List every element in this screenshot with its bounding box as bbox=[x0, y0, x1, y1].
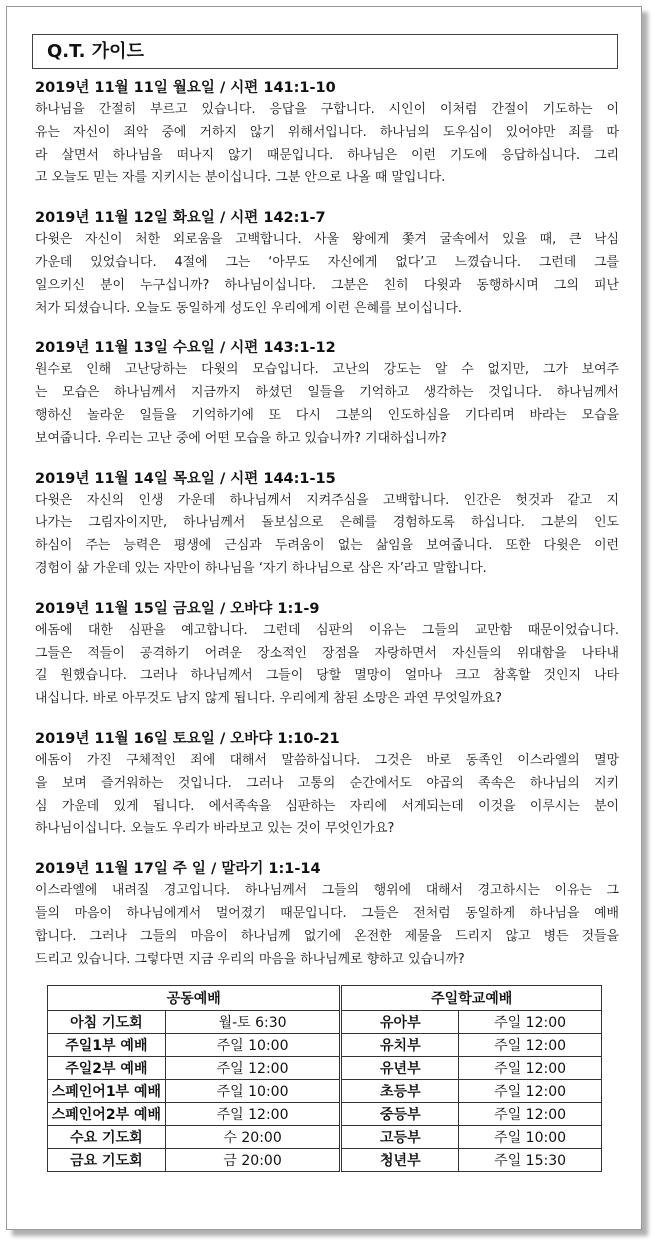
entry-line: 에돔이 가진 구체적인 죄에 대해서 말씀하십니다. 그것은 바로 동족인 이스라엘의 멸망 bbox=[35, 752, 619, 768]
entry-line: 일으키신 분이 누구십니까? 하나님이십니다. 그분은 친히 다윗과 동행하시며 그의 피난 bbox=[35, 277, 619, 293]
qt-entries bbox=[35, 77, 619, 988]
entry-title: 2019년 11월 15일 금요일 / 오바댜 1:1-9 bbox=[35, 600, 320, 617]
table-header-row bbox=[48, 986, 602, 1011]
entry-title: 2019년 11월 16일 토요일 / 오바댜 1:10-21 bbox=[35, 730, 340, 747]
entry-line: 유는 자신이 죄악 중에 거하지 않기 위해서입니다. 하나님의 도우심이 있어야만 죄를 따 bbox=[35, 124, 619, 140]
service-time: 주일 12:00 bbox=[165, 1103, 341, 1126]
service-name: 아침 기도회 bbox=[48, 1011, 166, 1034]
entry-line: 드리고 있습니다. 그렇다면 지금 우리의 마음을 하나님께로 향하고 있습니까? bbox=[35, 951, 465, 967]
service-time: 월-토 6:30 bbox=[165, 1011, 341, 1034]
entry-title: 2019년 11월 13일 수요일 / 시편 143:1-12 bbox=[35, 340, 336, 357]
entry-body bbox=[35, 229, 619, 320]
entry-title: 2019년 11월 17일 주 일 / 말라기 1:1-14 bbox=[35, 861, 321, 878]
service-name: 스페인어1부 예배 bbox=[48, 1080, 166, 1103]
qt-entry bbox=[35, 468, 619, 581]
entry-line: 내십니다. 바로 아무것도 남지 않게 됩니다. 우리에게 참된 소망은 과연 무엇일까요? bbox=[35, 691, 502, 707]
service-name: 주일2부 예배 bbox=[48, 1057, 166, 1080]
entry-line: 들의 마음이 하나님에게서 멀어졌기 때문입니다. 그들은 전처럼 동일하게 하나님을 예배 bbox=[35, 905, 619, 921]
entry-body bbox=[35, 880, 619, 971]
worship-schedule-table bbox=[47, 985, 602, 1172]
department-name: 유아부 bbox=[341, 1011, 459, 1034]
qt-entry bbox=[35, 598, 619, 711]
department-time: 주일 12:00 bbox=[459, 1034, 602, 1057]
department-name: 고등부 bbox=[341, 1126, 459, 1149]
department-time: 주일 12:00 bbox=[459, 1103, 602, 1126]
entry-line: 가운데 있었습니다. 4절에 그는 ‘아무도 자신에게 없다’고 느꼈습니다. 그런데 그를 bbox=[35, 254, 619, 270]
service-name: 주일1부 예배 bbox=[48, 1034, 166, 1057]
service-name: 수요 기도회 bbox=[48, 1126, 166, 1149]
page-title: Q.T. 가이드 bbox=[32, 34, 618, 69]
department-name: 유치부 bbox=[341, 1034, 459, 1057]
entry-title: 2019년 11월 12일 화요일 / 시편 142:1-7 bbox=[35, 210, 326, 227]
department-name: 중등부 bbox=[341, 1103, 459, 1126]
entry-line: 그들은 적들이 공격하기 어려운 장소적인 장점을 자랑하면서 자신들의 위대함을 나타내 bbox=[35, 645, 619, 661]
entry-line: 에돔에 대한 심판을 예고합니다. 그런데 심판의 이유는 그들의 교만함 때문이었습니다. bbox=[35, 622, 619, 638]
table-row bbox=[48, 1011, 602, 1034]
qt-entry bbox=[35, 728, 619, 841]
department-name: 유년부 bbox=[341, 1057, 459, 1080]
entry-body bbox=[35, 359, 619, 450]
department-time: 주일 12:00 bbox=[459, 1011, 602, 1034]
table-row bbox=[48, 1057, 602, 1080]
entry-line: 처가 되셨습니다. 오늘도 동일하게 성도인 우리에게 이런 은혜를 보이십니다. bbox=[35, 300, 462, 316]
entry-line: 는 모습은 하나님께서 지금까지 하셨던 일들을 기억하고 생각하는 것입니다. 하나님께서 bbox=[35, 385, 619, 401]
entry-line: 나가는 그림자이지만, 하나님께서 돌보심으로 은혜를 경험하도록 하십니다. 그분의 인도 bbox=[35, 515, 619, 531]
entry-line: 다윗은 자신의 인생 가운데 하나님께서 지켜주심을 고백합니다. 인간은 헛것과 같고 지 bbox=[35, 492, 619, 508]
entry-line: 이스라엘에 내려질 경고입니다. 하나님께서 그들의 행위에 대해서 경고하시는 이유는 그 bbox=[35, 883, 619, 899]
service-time: 주일 10:00 bbox=[165, 1034, 341, 1057]
entry-body bbox=[35, 620, 619, 711]
department-time: 주일 12:00 bbox=[459, 1080, 602, 1103]
entry-body bbox=[35, 99, 619, 190]
entry-line: 원수로 인해 고난당하는 다윗의 모습입니다. 고난의 강도는 알 수 없지만, 그가 보여주 bbox=[35, 362, 619, 378]
entry-body bbox=[35, 490, 619, 581]
bulletin-page bbox=[6, 6, 642, 1230]
service-time: 수 20:00 bbox=[165, 1126, 341, 1149]
entry-line: 심 가운데 있게 됩니다. 에서족속을 심판하는 자리에 서게되는데 이것을 이루시는 분이 bbox=[35, 798, 619, 814]
department-name: 청년부 bbox=[341, 1149, 459, 1172]
entry-title: 2019년 11월 14일 목요일 / 시편 144:1-15 bbox=[35, 470, 336, 487]
entry-line: 하나님을 간절히 부르고 있습니다. 응답을 구합니다. 시인이 이처럼 간절이 기도하는 이 bbox=[35, 102, 619, 117]
entry-line: 하나님이십니다. 오늘도 우리가 바라보고 있는 것이 무엇인가요? bbox=[35, 821, 395, 837]
service-time: 주일 12:00 bbox=[165, 1057, 341, 1080]
entry-line: 라 살면서 하나님을 떠나지 않기 때문입니다. 하나님은 이런 기도에 응답하십니다. 그리 bbox=[35, 147, 619, 163]
entry-line: 을 보며 즐거워하는 것입니다. 그러나 고통의 순간에서도 야곱의 족속은 하나님의 지키 bbox=[35, 775, 619, 791]
qt-entry bbox=[35, 77, 619, 190]
entry-line: 경험이 삶 가운데 있는 자만이 하나님을 ‘자기 하나님으로 삼은 자’라고 말합니다. bbox=[35, 560, 487, 576]
table-row bbox=[48, 1126, 602, 1149]
service-time: 주일 10:00 bbox=[165, 1080, 341, 1103]
entry-line: 다윗은 자신이 처한 외로움을 고백합니다. 사울 왕에게 쫓겨 굴속에서 있을 때, 큰 낙심 bbox=[35, 232, 619, 248]
qt-entry bbox=[35, 207, 619, 320]
service-time: 금 20:00 bbox=[165, 1149, 341, 1172]
entry-line: 하심이 주는 능력은 평생에 근심과 두려움이 없는 삶임을 보여줍니다. 또한 다윗은 이런 bbox=[35, 538, 619, 554]
table-row bbox=[48, 1080, 602, 1103]
entry-title: 2019년 11월 11일 월요일 / 시편 141:1-10 bbox=[35, 80, 336, 96]
entry-line: 길 원했습니다. 그러나 하나님께서 그들이 당할 멸망이 얼마나 크고 참혹할 것인지 나타 bbox=[35, 668, 619, 684]
table-row bbox=[48, 1149, 602, 1172]
table-row bbox=[48, 1103, 602, 1126]
entry-line: 고 오늘도 믿는 자를 지키시는 분이십니다. 그분 안으로 나올 때 말입니다. bbox=[35, 170, 446, 186]
header-common-worship: 공동예배 bbox=[48, 986, 341, 1011]
entry-line: 보여줍니다. 우리는 고난 중에 어떤 모습을 하고 있습니까? 기대하십니까? bbox=[35, 430, 447, 446]
service-name: 스페인어2부 예배 bbox=[48, 1103, 166, 1126]
entry-body bbox=[35, 750, 619, 841]
qt-entry bbox=[35, 858, 619, 971]
table-row bbox=[48, 1034, 602, 1057]
entry-line: 행하신 놀라운 일들을 기억하기에 또 다시 그분의 인도하심을 기다리며 바라는 모습을 bbox=[35, 407, 619, 423]
department-time: 주일 12:00 bbox=[459, 1057, 602, 1080]
department-time: 주일 15:30 bbox=[459, 1149, 602, 1172]
service-name: 금요 기도회 bbox=[48, 1149, 166, 1172]
header-sunday-school: 주일학교예배 bbox=[341, 986, 602, 1011]
entry-line: 합니다. 그러나 그들의 마음이 하나님께 없기에 온전한 제물을 드리지 않고 병든 것들을 bbox=[35, 928, 619, 944]
department-name: 초등부 bbox=[341, 1080, 459, 1103]
qt-entry bbox=[35, 337, 619, 450]
department-time: 주일 10:00 bbox=[459, 1126, 602, 1149]
